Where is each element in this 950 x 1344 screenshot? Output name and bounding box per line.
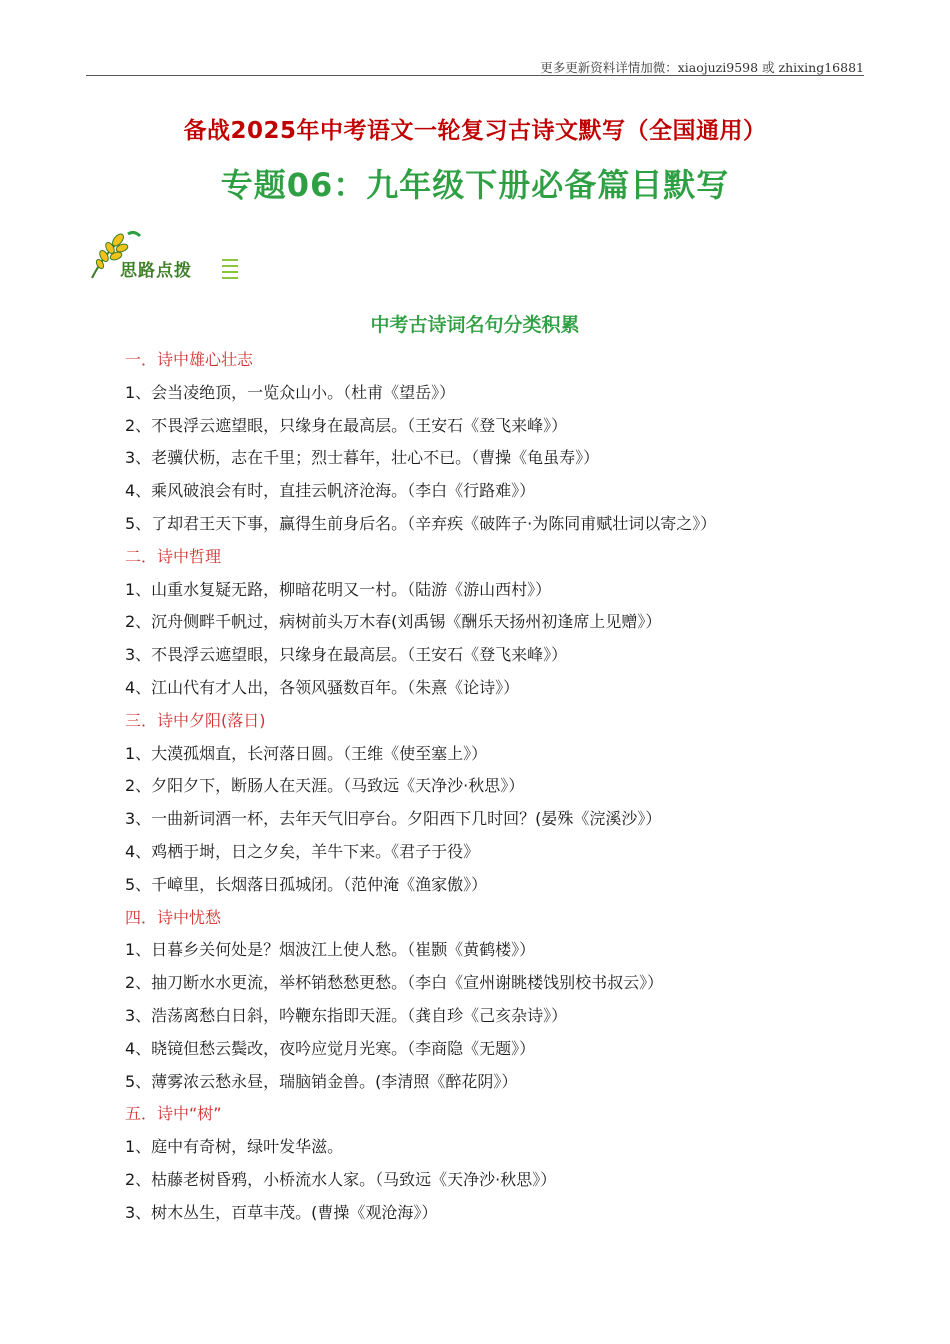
poem-line: 2、枯藤老树昏鸦，小桥流水人家。（马致远《天净沙·秋思》） — [125, 1169, 557, 1189]
poem-line: 3、树木丛生，百草丰茂。(曹操《观沧海》） — [125, 1202, 438, 1222]
category-heading: 三．诗中夕阳(落日) — [125, 710, 266, 730]
poem-line: 4、鸡栖于埘，日之夕矣，羊牛下来。《君子于役》 — [125, 841, 480, 861]
section-heading: 中考古诗词名句分类积累 — [370, 314, 580, 336]
poem-line: 1、会当凌绝顶，一览众山小。（杜甫《望岳》） — [125, 382, 456, 402]
poem-line: 1、大漠孤烟直，长河落日圆。（王维《使至塞上》） — [125, 743, 488, 763]
poem-line: 4、江山代有才人出，各领风骚数百年。（朱熹《论诗》） — [125, 677, 520, 697]
header-contact-note: 更多更新资料详情加微：xiaojuzi9598 或 zhixing16881 — [540, 60, 864, 75]
poem-line: 2、夕阳夕下，断肠人在天涯。（马致远《天净沙·秋思》） — [125, 776, 525, 796]
document-subtitle: 专题06：九年级下册必备篇目默写 — [220, 166, 730, 204]
document-title: 备战2025年中考语文一轮复习古诗文默写（全国通用） — [183, 118, 767, 144]
poem-line: 4、晓镜但愁云鬓改，夜吟应觉月光寒。（李商隐《无题》） — [125, 1038, 536, 1058]
poem-line: 5、了却君王天下事，赢得生前身后名。（辛弃疾《破阵子·为陈同甫赋壮词以寄之》） — [125, 513, 717, 533]
header-divider — [86, 75, 864, 76]
category-heading: 二．诗中哲理 — [125, 546, 222, 566]
badge-label: 思路点拨 — [120, 261, 192, 281]
poem-line: 3、老骥伏枥，志在千里；烈士暮年，壮心不已。（曹操《龟虽寿》） — [125, 448, 600, 468]
category-heading: 四．诗中忧愁 — [125, 907, 222, 927]
poem-line: 2、沉舟侧畔千帆过，病树前头万木春(刘禹锡《酬乐天扬州初逢席上见赠》） — [125, 612, 662, 632]
poem-line: 4、乘风破浪会有时，直挂云帆济沧海。（李白《行路难》） — [125, 481, 536, 501]
poem-line: 1、山重水复疑无路，柳暗花明又一村。（陆游《游山西村》） — [125, 579, 552, 599]
poem-list — [125, 344, 865, 1230]
poem-line: 5、千嶂里，长烟落日孤城闭。（范仲淹《渔家傲》） — [125, 874, 488, 894]
category-heading: 一．诗中雄心壮志 — [125, 350, 254, 369]
poem-line: 3、浩荡离愁白日斜，吟鞭东指即天涯。（龚自珍《己亥杂诗》） — [125, 1005, 568, 1025]
poem-line: 2、不畏浮云遮望眼，只缘身在最高层。（王安石《登飞来峰》） — [125, 415, 568, 435]
category-heading: 五．诗中“树” — [125, 1104, 222, 1124]
poem-line: 1、日暮乡关何处是？烟波江上使人愁。（崔颢《黄鹤楼》） — [125, 940, 536, 960]
poem-line: 3、不畏浮云遮望眼，只缘身在最高层。（王安石《登飞来峰》） — [125, 645, 568, 665]
poem-line: 5、薄雾浓云愁永昼，瑞脑销金兽。(李清照《醉花阴》） — [125, 1071, 518, 1091]
poem-line: 3、一曲新词酒一杯，去年天气旧亭台。夕阳西下几时回？(晏殊《浣溪沙》） — [125, 809, 662, 829]
poem-line: 2、抽刀断水水更流，举杯销愁愁更愁。（李白《宣州谢眺楼饯别校书叔云》） — [125, 973, 664, 993]
poem-line: 1、庭中有奇树，绿叶发华滋。 — [125, 1137, 344, 1157]
